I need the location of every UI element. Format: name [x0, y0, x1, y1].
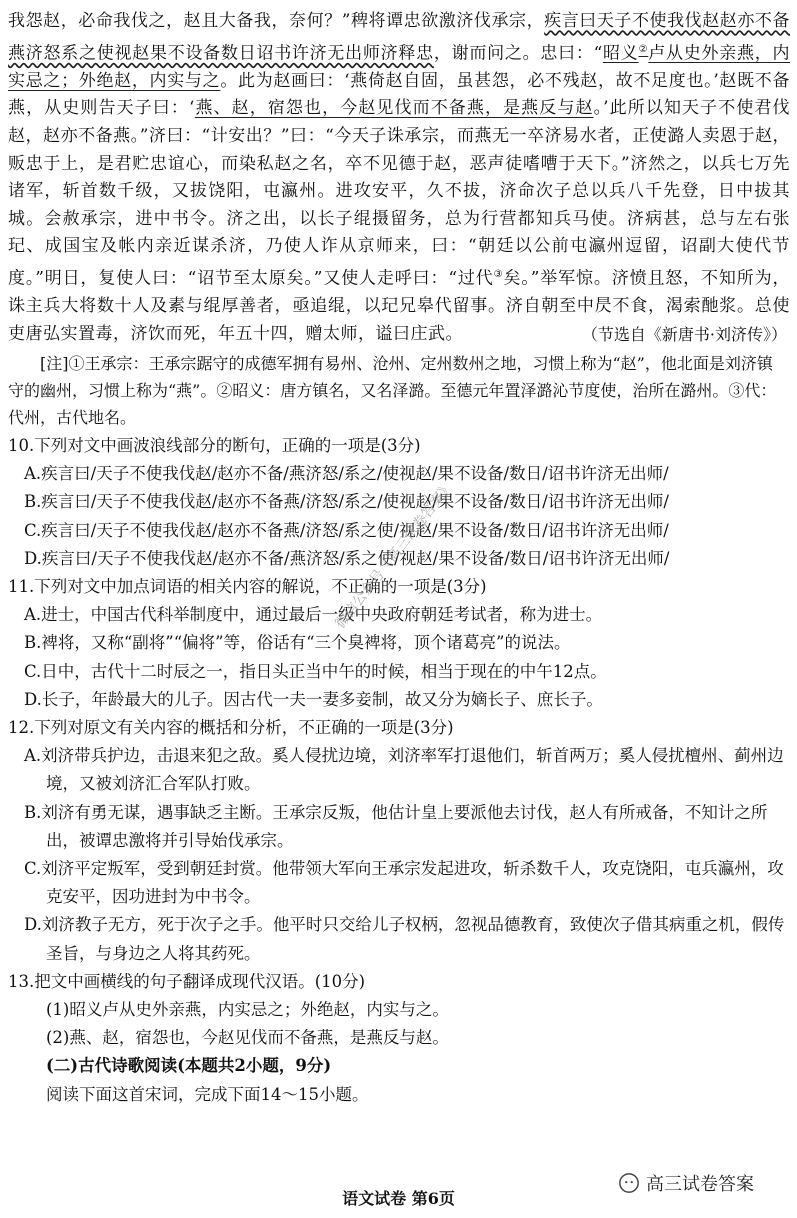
- passage-text: ，谢而问之。忠曰：“: [433, 43, 603, 64]
- section-title: (二)古代诗歌阅读(本题共2小题，9分): [46, 1056, 332, 1076]
- question-stem: 11.下列对文中加点词语的相关内容的解说，不正确的一项是(3分): [8, 577, 487, 597]
- option-b: B.疾言曰/天子不使我伐赵/赵亦不备燕/济怒/系之/使视赵/果不设备/数日/诏书许济无出师/: [24, 492, 669, 512]
- option-c: C.刘济平定叛军，受到朝廷封赏。他带领大军向王承宗发起进攻，斩杀数千人，攻克饶阳，屯兵瀛州，攻克安平，因功进封为中书令。: [24, 859, 784, 907]
- annotations: [8, 350, 788, 431]
- note-ref-3: ③: [493, 269, 504, 280]
- question-stem: 13.把文中画横线的句子翻译成现代汉语。(10分): [8, 971, 366, 991]
- underlined-sentence-1a: 昭义: [602, 43, 639, 64]
- question-stem: 12.下列对原文有关内容的概括和分析，不正确的一项是(3分): [8, 718, 454, 738]
- option-a: A.疾言曰/天子不使我伐赵/赵亦不备/燕济怒/系之/使视赵/果不设备/数日/诏书许济无出师/: [24, 464, 669, 484]
- option-b: B.刘济有勇无谋，遇事缺乏主断。王承宗反叛，他估计皇上要派他去讨伐，赵人有所戒备，不知计之所出，被谭忠激将并引导始伐承宗。: [24, 802, 768, 850]
- option-c: C.日中，古代十二时辰之一，指日头正当中午的时候，相当于现在的中午12点。: [24, 661, 607, 681]
- option-d: D.长子，年龄最大的儿子。因古代一夫一妻多妾制，故又分为嫡长子、庶长子。: [24, 689, 603, 709]
- passage-text: 矣。”举军惊。济愤且怒，不知所为，诛主兵大将数十人及素与绲厚善者，亟追绲，以玘兄皋代留事。济自朝至中昃不食，渴索酏浆。总使吏唐弘实置毒，济饮而死，年五十四，赠太师，谥曰庄武。: [8, 268, 790, 344]
- option-a: A.刘济带兵护边，击退来犯之敌。奚人侵扰边境，刘济率军打退他们，斩首两万；奚人侵扰檀州、蓟州边境，又被刘济汇合军队打败。: [24, 746, 784, 794]
- passage-text: 。此为赵画曰：‘燕倚赵自固，虽甚怨，必不残赵，故不足度也。’赵既不备燕，从史则告天子曰：‘: [8, 70, 791, 119]
- watermark-corner-text: 高三试卷答案: [646, 1174, 754, 1195]
- passage-paragraph: [8, 8, 790, 348]
- translation-item-1: (1)昭义卢从史外亲燕，内实忌之；外绝赵，内实与之。: [46, 1000, 449, 1020]
- question-stem: 10.下列对文中画波浪线部分的断句，正确的一项是(3分): [8, 436, 421, 455]
- passage-text: 。’此所以知天子不使君伐赵，赵亦不备燕。”济曰：“计安出？”曰：“今天子诛承宗，而燕无一卒济易水者，正使潞人卖恩于赵，贩忠于上，是君贮忠谊心，而染私赵之名，卒不见德于赵，恶声徒嗜嘈于天下。”济然之，以兵七万先诸军，斩首数千级，又拔饶阳，屯瀛州。进攻安平，久不拔，济命次子总以兵八千先登，日中拔其城。会赦承宗，进中书令。济之出，以长子绲摄留务，总为行营都知兵马使。济病甚，总与左右张玘、成国宝及帐内亲近谋杀济，乃使人诈从京师来，曰：“朝廷以公前屯瀛州逗留，诏副大使代节度。”明日，复使人曰：“诏节至太原矣。”又使人走呼曰：“过代: [8, 98, 791, 289]
- underlined-sentence-1b: 卢从史外亲燕，内实忌之；外绝赵，内实与之: [8, 43, 791, 91]
- classical-passage: [8, 8, 790, 348]
- watermark-center: 微信公众号《高三试卷答案》: [332, 478, 458, 632]
- page-footer: 语文试卷 第6页: [342, 1189, 455, 1208]
- option-d: D.刘济教子无方，死于次子之手。他平时只交给儿子权柄，忽视品德教育，致使次子借其病重之机，假传圣旨，与身边之人将其药死。: [24, 915, 785, 963]
- option-c: C.疾言曰/天子不使我伐赵/赵亦不备燕/济怒/系之使/视赵/果不设备/数日/诏书许济无出师/: [24, 520, 669, 540]
- translation-item-2: (2)燕、赵，宿怨也，今赵见伐而不备燕，是燕反与赵。: [46, 1028, 449, 1048]
- section-instruction: 阅读下面这首宋词，完成下面14～15小题。: [46, 1084, 369, 1104]
- option-a: A.进士，中国古代科举制度中，通过最后一级中央政府朝廷考试者，称为进士。: [24, 605, 603, 625]
- annotation-text: [注]①王承宗：王承宗踞守的成德军拥有易州、沧州、定州数州之地，习惯上称为“赵”，他北面是刘济镇守的幽州，习惯上称为“燕”。②昭义：唐方镇名，又名泽潞。至德元年置泽潞沁节度使，治所在潞州。③代：代州，古代地名。: [8, 354, 777, 427]
- option-b: B.裨将，又称“副将”“偏将”等，俗话有“三个臭裨将，顶个诸葛亮”的说法。: [24, 633, 571, 653]
- passage-source: （节选自《新唐书·刘济传》）: [581, 325, 787, 344]
- underlined-sentence-2: 燕、赵，宿怨也，今赵见伐而不备燕，是燕反与赵: [194, 98, 594, 119]
- note-ref-2: ②: [638, 43, 649, 55]
- wavy-underlined-sentence: 疾言曰天子不使我伐赵赵亦不备燕济怒系之使视赵果不设备数日诏书许济无出师济释忠: [8, 11, 790, 64]
- option-d: D.疾言曰/天子不使我伐赵/赵亦不备/燕济怒/系之使/视赵/果不设备/数日/诏书许济无出师/: [24, 548, 670, 568]
- passage-text: 我怨赵，必命我伐之，赵且大备我，奈何？”稗将谭忠欲激济伐承宗，: [8, 11, 545, 31]
